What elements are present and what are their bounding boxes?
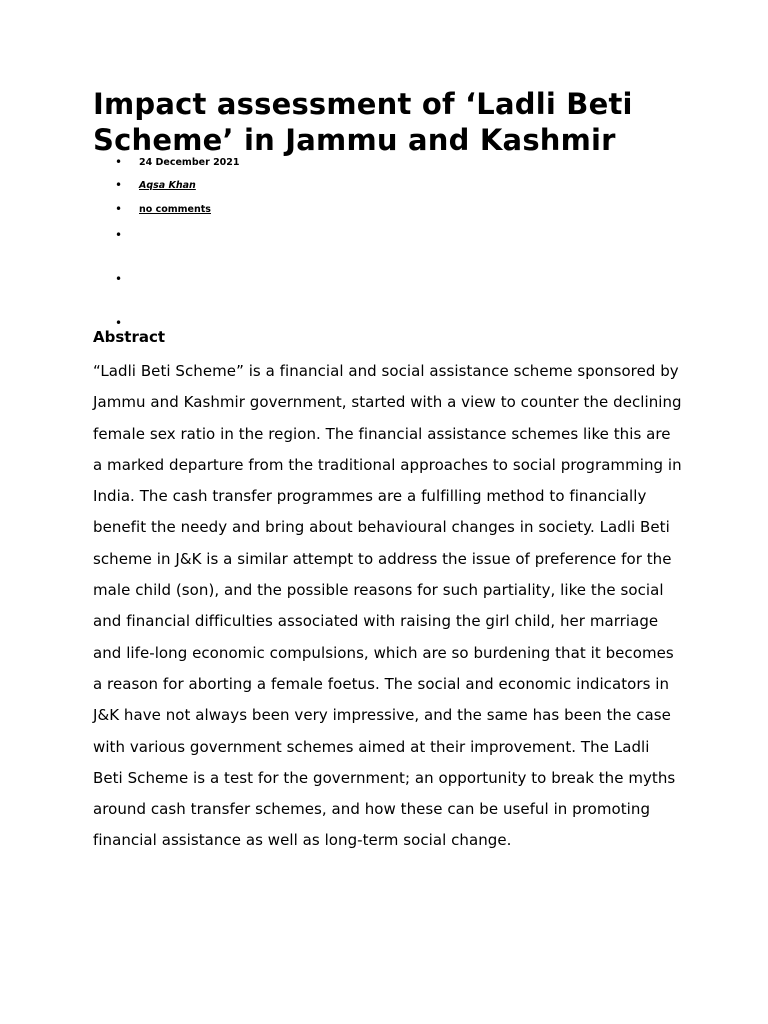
bullet-icon: • <box>115 228 123 242</box>
share-item-1[interactable] <box>93 230 683 274</box>
bullet-icon: • <box>115 178 123 192</box>
meta-date-item <box>93 157 683 180</box>
comments-link[interactable]: no comments <box>139 204 211 215</box>
bullet-icon: • <box>115 155 123 169</box>
article-title: Impact assessment of ‘Ladli Beti Scheme’ in Jammu and Kashmir <box>93 87 633 157</box>
article <box>93 86 683 857</box>
meta-comments-item <box>93 204 683 227</box>
publish-date: 24 December 2021 <box>139 157 240 168</box>
abstract-heading: Abstract <box>93 328 166 346</box>
share-item-2[interactable] <box>93 274 683 318</box>
bullet-icon: • <box>115 272 123 286</box>
bullet-icon: • <box>115 202 123 216</box>
meta-author-item <box>93 180 683 204</box>
author-link[interactable]: Aqsa Khan <box>139 180 196 191</box>
bullet-icon: • <box>115 316 123 330</box>
abstract-body: “Ladli Beti Scheme” is a financial and social assistance scheme sponsored by Jammu and Kashmir government, started with a view to counter the declining female sex ratio in the region. The financial assistance schemes like this are a marked departure from the traditional approaches to social programming in India. The cash transfer programmes are a fulfilling method to financially benefit the needy and bring about behavioural changes in society. Ladli Beti scheme in J&K is a similar attempt to address the issue of preference for the male child (son), and the possible reasons for such partiality, like the social and financial difficulties associated with raising the girl child, her marriage and life-long economic compulsions, which are so burdening that it becomes a reason for aborting a female foetus. The social and economic indicators in J&K have not always been very impressive, and the same has been the case with various government schemes aimed at their improvement. The Ladli Beti Scheme is a test for the government; an opportunity to break the myths around cash transfer schemes, and how these can be useful in promoting financial assistance as well as long-term social change. <box>93 362 682 850</box>
